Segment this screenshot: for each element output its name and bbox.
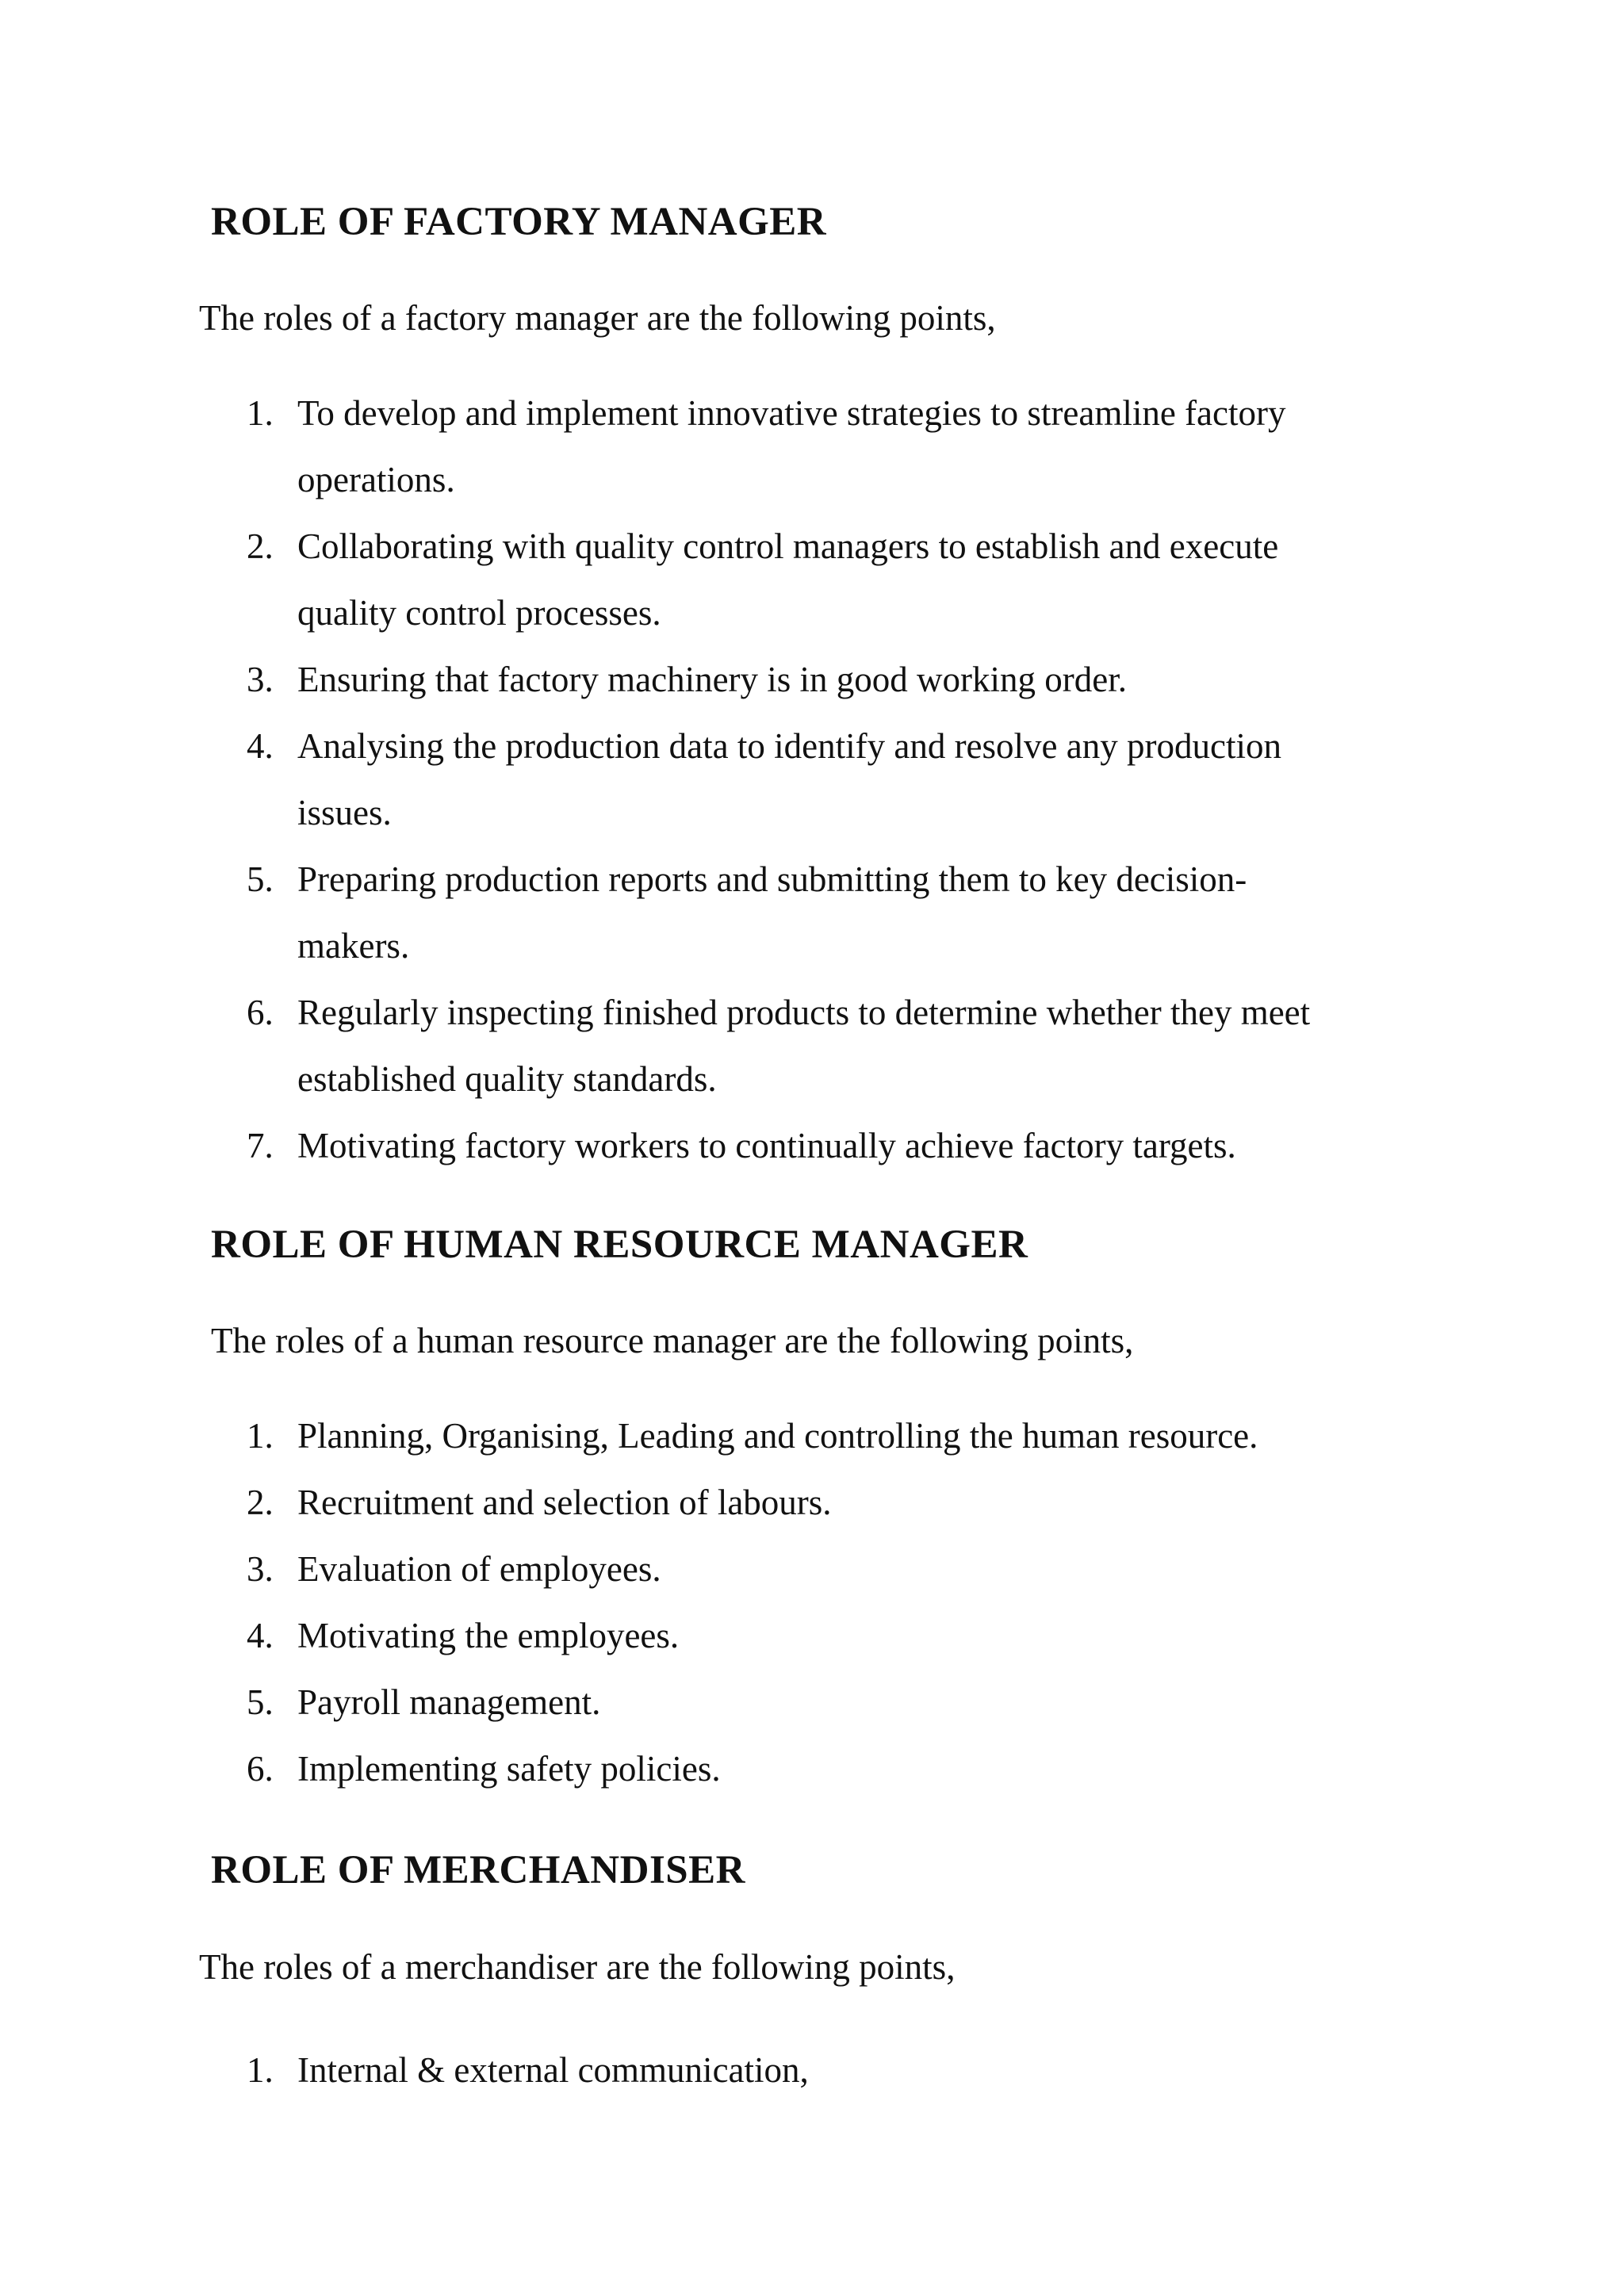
list-number: 4. xyxy=(247,1616,274,1655)
list-item-text: Recruitment and selection of labours. xyxy=(297,1483,832,1522)
list-item-text: Payroll management. xyxy=(297,1682,601,1722)
list-item-text: Motivating factory workers to continually achieve factory targets. xyxy=(297,1126,1236,1165)
list-item xyxy=(0,1615,1624,1663)
list-number: 1. xyxy=(247,2050,274,2090)
list-item xyxy=(0,1125,1624,1173)
list-item-text: Analysing the production data to identify and resolve any production xyxy=(297,726,1281,766)
list-number: 6. xyxy=(247,993,274,1032)
list-number: 5. xyxy=(247,859,274,899)
list-number: 1. xyxy=(247,393,274,433)
list-item xyxy=(0,392,1624,499)
list-item-text: Ensuring that factory machinery is in good working order. xyxy=(297,660,1128,699)
list-item xyxy=(0,526,1624,633)
section-intro-merchandiser: The roles of a merchandiser are the following points, xyxy=(199,1947,956,1987)
section-heading-factory-manager: ROLE OF FACTORY MANAGER xyxy=(211,200,827,244)
list-number: 3. xyxy=(247,1549,274,1589)
list-item-text: Implementing safety policies. xyxy=(297,1749,721,1789)
list-number: 3. xyxy=(247,660,274,699)
section-heading-hr-manager: ROLE OF HUMAN RESOURCE MANAGER xyxy=(211,1223,1028,1267)
section-heading-merchandiser: ROLE OF MERCHANDISER xyxy=(211,1848,745,1892)
list-item xyxy=(0,659,1624,706)
list-item xyxy=(0,1482,1624,1529)
list-item xyxy=(0,1748,1624,1796)
list-number: 6. xyxy=(247,1749,274,1789)
list-item-text: operations. xyxy=(297,460,455,499)
list-number: 2. xyxy=(247,526,274,566)
list-item xyxy=(0,1548,1624,1596)
list-item xyxy=(0,1415,1624,1463)
list-item xyxy=(0,2049,1624,2097)
list-item-text: Evaluation of employees. xyxy=(297,1549,661,1589)
list-number: 1. xyxy=(247,1416,274,1456)
list-item xyxy=(0,992,1624,1099)
list-number: 7. xyxy=(247,1126,274,1165)
list-item-text: Planning, Organising, Leading and controlling the human resource. xyxy=(297,1416,1258,1456)
section-intro-factory-manager: The roles of a factory manager are the following points, xyxy=(199,298,996,338)
list-item-text: Regularly inspecting finished products to determine whether they meet xyxy=(297,993,1311,1032)
list-item-text: To develop and implement innovative strategies to streamline factory xyxy=(297,393,1286,433)
list-number: 2. xyxy=(247,1483,274,1522)
list-item-text: quality control processes. xyxy=(297,593,661,633)
list-item xyxy=(0,725,1624,832)
list-item-text: Preparing production reports and submitting them to key decision- xyxy=(297,859,1247,899)
list-item-text: Internal & external communication, xyxy=(297,2050,809,2090)
list-item-text: established quality standards. xyxy=(297,1059,717,1099)
list-item-text: makers. xyxy=(297,926,410,966)
section-intro-hr-manager: The roles of a human resource manager are the following points, xyxy=(211,1321,1134,1360)
list-item xyxy=(0,1682,1624,1729)
list-number: 4. xyxy=(247,726,274,766)
list-item-text: Collaborating with quality control managers to establish and execute xyxy=(297,526,1279,566)
list-item-text: Motivating the employees. xyxy=(297,1616,680,1655)
list-item-text: issues. xyxy=(297,793,392,832)
list-number: 5. xyxy=(247,1682,274,1722)
list-item xyxy=(0,859,1624,966)
